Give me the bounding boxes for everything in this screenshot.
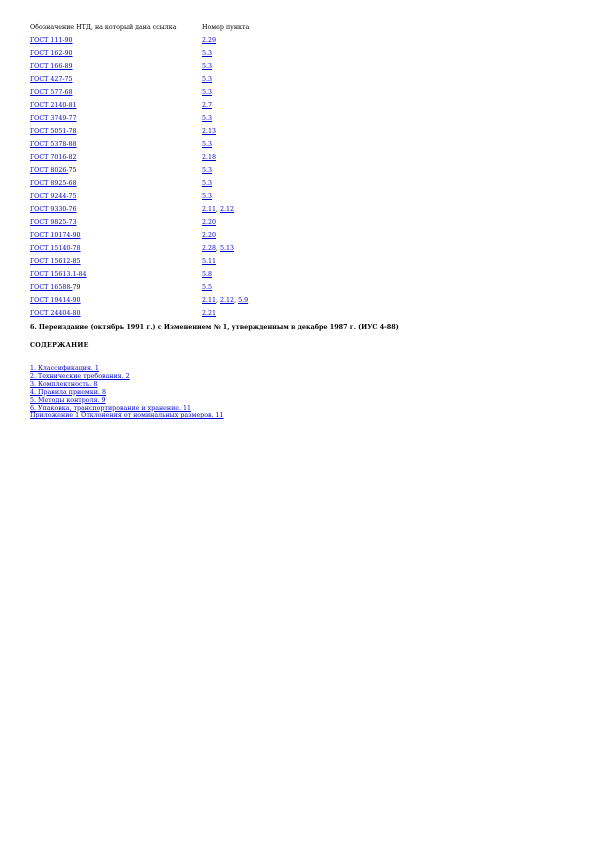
item-number-cell xyxy=(202,125,251,138)
document-link[interactable]: ГОСТ 16588- xyxy=(30,284,73,291)
document-cell xyxy=(30,73,202,86)
table-row xyxy=(30,86,251,99)
document-link[interactable]: ГОСТ 9244-75 xyxy=(30,193,77,200)
document-cell xyxy=(30,34,202,47)
item-number-cell xyxy=(202,99,251,112)
document-link[interactable]: ГОСТ 15613.1-84 xyxy=(30,271,87,278)
item-number-cell xyxy=(202,268,251,281)
item-separator: , xyxy=(216,297,221,304)
header-document: Обозначение НТД, на который дана ссылка xyxy=(30,24,177,31)
item-number-link[interactable]: 5.3 xyxy=(202,89,213,96)
document-year: 79 xyxy=(72,284,81,291)
item-number-link[interactable]: 2.12 xyxy=(220,297,235,304)
document-cell xyxy=(30,281,202,294)
item-number-link[interactable]: 5.3 xyxy=(202,193,213,200)
item-number-link[interactable]: 2.11 xyxy=(202,206,217,213)
item-number-cell xyxy=(202,294,251,307)
table-row xyxy=(30,190,251,203)
table-row xyxy=(30,125,251,138)
item-number-link[interactable]: 5.11 xyxy=(202,258,217,265)
document-cell xyxy=(30,99,202,112)
item-number-cell xyxy=(202,34,251,47)
item-number-cell xyxy=(202,242,251,255)
item-number-cell xyxy=(202,203,251,216)
item-number-link[interactable]: 2.20 xyxy=(202,219,217,226)
table-row xyxy=(30,112,251,125)
item-number-link[interactable]: 2.29 xyxy=(202,37,217,44)
document-link[interactable]: ГОСТ 15612-85 xyxy=(30,258,81,265)
item-number-link[interactable]: 5.3 xyxy=(202,50,213,57)
document-link[interactable]: ГОСТ 5378-88 xyxy=(30,141,77,148)
table-row xyxy=(30,216,251,229)
toc-item xyxy=(30,405,224,413)
document-link[interactable]: ГОСТ 5051-78 xyxy=(30,128,77,135)
table-row xyxy=(30,255,251,268)
document-link[interactable]: ГОСТ 9330-76 xyxy=(30,206,77,213)
document-link[interactable]: ГОСТ 10174-90 xyxy=(30,232,81,239)
toc-title: СОДЕРЖАНИЕ xyxy=(30,342,89,349)
document-year: 75 xyxy=(68,167,77,174)
toc-link[interactable]: 5. Методы контроля. 9 xyxy=(30,396,106,404)
table-row xyxy=(30,47,251,60)
item-number-cell xyxy=(202,60,251,73)
table-row xyxy=(30,151,251,164)
document-link[interactable]: ГОСТ 577-68 xyxy=(30,89,73,96)
document-cell xyxy=(30,138,202,151)
table-row xyxy=(30,99,251,112)
table-row xyxy=(30,242,251,255)
item-number-cell xyxy=(202,190,251,203)
table-row xyxy=(30,229,251,242)
item-number-link[interactable]: 2.20 xyxy=(202,232,217,239)
item-number-cell xyxy=(202,112,251,125)
table-row xyxy=(30,203,251,216)
table-row xyxy=(30,73,251,86)
table-header-row xyxy=(30,21,251,34)
item-number-cell xyxy=(202,164,251,177)
item-number-link[interactable]: 5.3 xyxy=(202,63,213,70)
document-link[interactable]: ГОСТ 427-75 xyxy=(30,76,73,83)
document-cell xyxy=(30,255,202,268)
table-row xyxy=(30,281,251,294)
document-cell xyxy=(30,112,202,125)
item-number-cell xyxy=(202,255,251,268)
document-cell xyxy=(30,164,202,177)
table-row xyxy=(30,138,251,151)
references-table xyxy=(30,21,251,320)
document-link[interactable]: ГОСТ 166-89 xyxy=(30,63,73,70)
item-number-link[interactable]: 5.5 xyxy=(202,284,213,291)
table-row xyxy=(30,60,251,73)
table-row xyxy=(30,177,251,190)
toc-item xyxy=(30,389,224,397)
table-row xyxy=(30,34,251,47)
toc-item xyxy=(30,381,224,389)
document-cell xyxy=(30,47,202,60)
document-cell xyxy=(30,242,202,255)
toc-link[interactable]: 1. Классификация. 1 xyxy=(30,365,99,372)
document-cell xyxy=(30,268,202,281)
item-number-link[interactable]: 2.12 xyxy=(220,206,235,213)
item-number-cell xyxy=(202,281,251,294)
document-cell xyxy=(30,151,202,164)
document-link[interactable]: ГОСТ 7016-82 xyxy=(30,154,77,161)
table-row xyxy=(30,307,251,320)
item-separator: , xyxy=(216,206,221,213)
document-cell xyxy=(30,216,202,229)
references-table-body xyxy=(30,34,251,320)
document-cell xyxy=(30,86,202,99)
header-item-number: Номер пункта xyxy=(202,24,250,31)
item-separator: , xyxy=(234,297,239,304)
item-number-link[interactable]: 5.8 xyxy=(202,271,213,278)
item-number-cell xyxy=(202,138,251,151)
item-number-link[interactable]: 2.21 xyxy=(202,310,217,317)
toc-item xyxy=(30,412,224,420)
item-number-link[interactable]: 2.7 xyxy=(202,102,213,109)
document-link[interactable]: ГОСТ 8026- xyxy=(30,167,69,174)
item-number-link[interactable]: 5.3 xyxy=(202,115,213,122)
item-number-link[interactable]: 2.13 xyxy=(202,128,217,135)
document-cell xyxy=(30,294,202,307)
toc-link[interactable]: Приложение 1 Отклонения от номинальных размеров. 11 xyxy=(30,412,224,420)
document-link[interactable]: ГОСТ 9825-73 xyxy=(30,219,77,226)
document-cell xyxy=(30,177,202,190)
reissue-note: 6. Переиздание (октябрь 1991 г.) с Изменением № 1, утвержденным в декабре 1987 г. (ИУС 4-88) xyxy=(30,323,399,331)
document-cell xyxy=(30,60,202,73)
item-number-link[interactable]: 5.3 xyxy=(202,76,213,83)
item-number-link[interactable]: 5.3 xyxy=(202,167,213,174)
item-number-cell xyxy=(202,47,251,60)
item-number-cell xyxy=(202,216,251,229)
item-number-cell xyxy=(202,177,251,190)
table-row xyxy=(30,294,251,307)
toc-link[interactable]: 3. Комплектность. 8 xyxy=(30,380,98,388)
toc-item xyxy=(30,373,224,381)
item-number-link[interactable]: 2.18 xyxy=(202,154,217,161)
document-cell xyxy=(30,190,202,203)
document-link[interactable]: ГОСТ 162-90 xyxy=(30,50,73,57)
item-number-cell xyxy=(202,229,251,242)
item-number-link[interactable]: 5.3 xyxy=(202,141,213,148)
toc-link[interactable]: 4. Правила приемки. 8 xyxy=(30,388,106,396)
toc-item xyxy=(30,397,224,405)
item-number-cell xyxy=(202,86,251,99)
item-number-link[interactable]: 2.28 xyxy=(202,245,217,252)
document-cell xyxy=(30,203,202,216)
document-link[interactable]: ГОСТ 8925-68 xyxy=(30,180,77,187)
item-number-cell xyxy=(202,73,251,86)
toc-item xyxy=(30,365,224,373)
item-number-link[interactable]: 5.3 xyxy=(202,180,213,187)
document-cell xyxy=(30,307,202,320)
document-cell xyxy=(30,125,202,138)
document-link[interactable]: ГОСТ 111-90 xyxy=(30,37,73,44)
item-number-link[interactable]: 2.11 xyxy=(202,297,217,304)
item-number-cell xyxy=(202,151,251,164)
item-number-link[interactable]: 5.13 xyxy=(220,245,235,252)
document-link[interactable]: ГОСТ 24404-80 xyxy=(30,310,81,317)
document-link[interactable]: ГОСТ 2140-81 xyxy=(30,102,77,109)
document-link[interactable]: ГОСТ 3749-77 xyxy=(30,115,77,122)
table-row xyxy=(30,164,251,177)
item-number-cell xyxy=(202,307,251,320)
toc-link[interactable]: 6. Упаковка, транспортирование и хранение. 11 xyxy=(30,404,192,412)
document-link[interactable]: ГОСТ 19414-90 xyxy=(30,297,81,304)
item-separator: , xyxy=(216,245,221,252)
table-row xyxy=(30,268,251,281)
table-of-contents xyxy=(30,365,224,420)
document-cell xyxy=(30,229,202,242)
document-link[interactable]: ГОСТ 15140-78 xyxy=(30,245,81,252)
item-number-link[interactable]: 5.9 xyxy=(238,297,249,304)
toc-link[interactable]: 2. Технические требования. 2 xyxy=(30,372,130,380)
